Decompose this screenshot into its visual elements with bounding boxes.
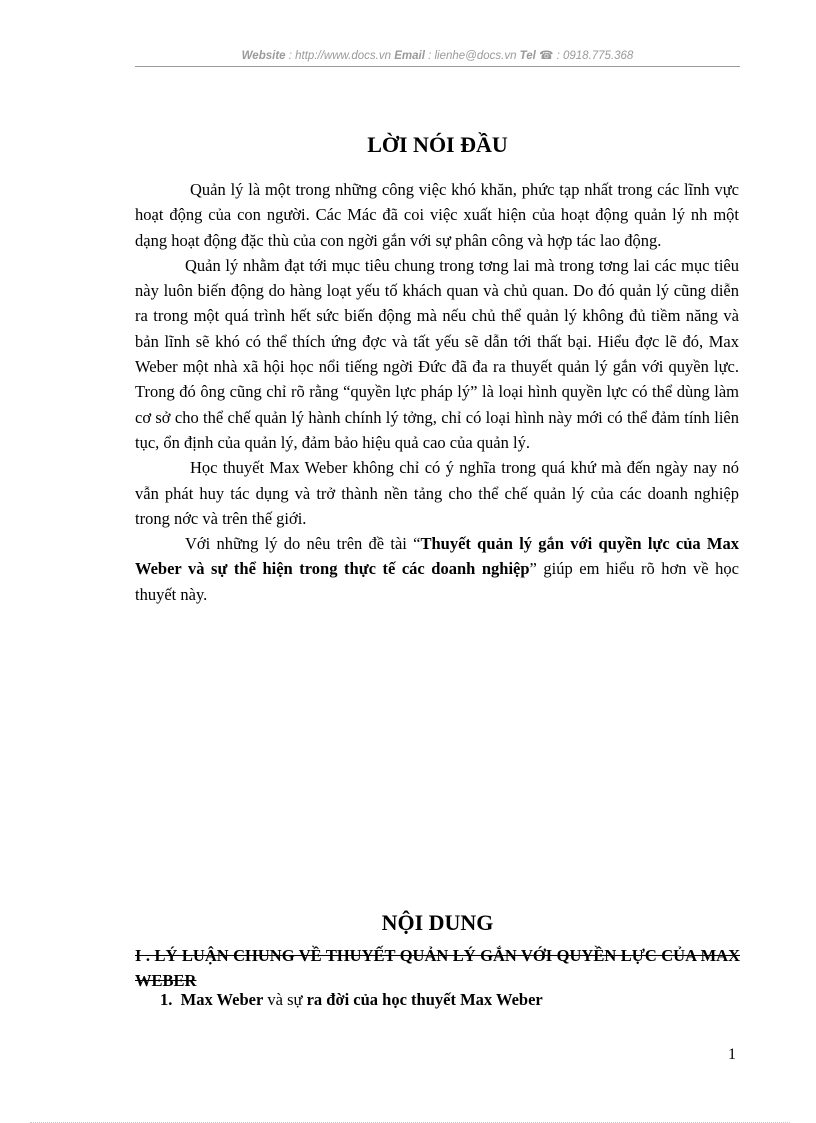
subheading (160, 990, 543, 1010)
subheading-number: 1. (160, 990, 173, 1009)
tel-label: Tel (519, 50, 536, 62)
page-title: LỜI NÓI ĐẦU (367, 132, 508, 157)
section-title: NỘI DUNG (381, 910, 494, 935)
tel-value: ☎ : 0918.775.368 (535, 50, 634, 62)
header-divider (135, 66, 740, 67)
paragraph-4-start: Với những lý do nêu trên đề tài “ (185, 534, 421, 554)
website-value: : http://www.docs.vn (285, 50, 395, 62)
email-label: Email (394, 50, 425, 62)
email-value: : lienhe@docs.vn (424, 50, 520, 62)
website-label: Website (241, 50, 286, 62)
document-body (135, 177, 739, 607)
page-number: 1 (728, 1046, 736, 1063)
subheading-bold-1: Max Weber (180, 990, 264, 1009)
paragraph-4-topic: Thuyết quản lý gắn với quyền lực của Max Weber và sự thể hiện trong thực tế các doanh nghiệp (135, 534, 739, 579)
subheading-normal: và sự (263, 990, 307, 1009)
subheading-bold-2: ra đời của học thuyết Max Weber (306, 990, 543, 1009)
paragraph-4 (135, 531, 739, 607)
paragraph-2: Quản lý nhằm đạt tới mục tiêu chung trong tơng lai mà trong tơng lai các mục tiêu này luôn biến động do hàng loạt yếu tố khách quan và chủ quan. Do đó quản lý cũng diễn ra trong một quá trình hết sức biến động mà nếu chủ thể quản lý không đủ tiềm năng và bản lĩnh sẽ khó có thể thích ứng đợc và tất yếu sẽ dẫn tới thất bại. Hiểu đợc lẽ đó, Max Weber một nhà xã hội học nổi tiếng ngời Đức đã đa ra thuyết quản lý gắn với quyền lực. Trong đó ông cũng chỉ rõ rằng “quyền lực pháp lý” là loại hình quyền lực có thể dùng làm cơ sở cho thể chế quản lý hành chính lý tởng, chỉ có loại hình này mới có thể đảm tính liên tục, ổn định của quản lý, đảm bảo hiệu quả cao của quản lý. (135, 255, 739, 452)
paragraph-1: Quản lý là một trong những công việc khó khăn, phức tạp nhất trong các lĩnh vực hoạt động của con người. Các Mác đã coi việc xuất hiện của hoạt động quản lý nh một dạng hoạt động đặc thù của con ngời gắn với sự phân công và hợp tác lao động. (135, 180, 739, 250)
page-header (135, 48, 740, 62)
paragraph-3: Học thuyết Max Weber không chỉ có ý nghĩa trong quá khứ mà đến ngày nay nó vẫn phát huy tác dụng và trở thành nền tảng cho thể chế quản lý của các doanh nghiệp trong nớc và trên thế giới. (135, 458, 739, 528)
paragraph-4-end: ” giúp em hiểu rõ hơn về học thuyết này. (135, 559, 739, 604)
section-heading: I . LÝ LUẬN CHUNG VỀ THUYẾT QUẢN LÝ GẮN VỚI QUYỀN LỰC CỦA MAX WEBER (135, 946, 740, 990)
